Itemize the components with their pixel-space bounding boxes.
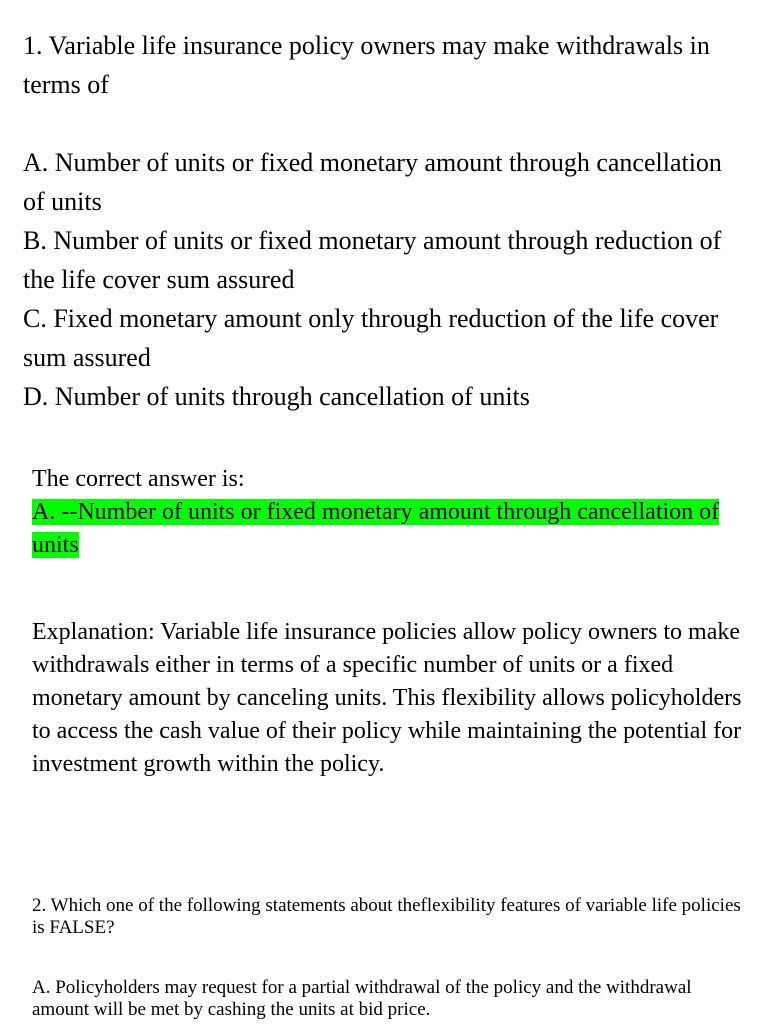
explanation: Explanation: Variable life insurance policies allow policy owners to make withdrawals either in terms of a specific number of units or a fixed monetary amount by canceling units. This flexibility allows policyholders to access the cash value of their policy while maintaining the potential for investment growth within the policy. (32, 619, 742, 777)
question-2-text: 2. Which one of the following statements about theflexibility features of variable life policies is FALSE? (32, 895, 741, 938)
question-2-option-a: A. Policyholders may request for a partial withdrawal of the policy and the withdrawal amount will be met by cashing the units at bid price. (32, 977, 692, 1020)
question-1 (23, 26, 723, 416)
answer-block (32, 463, 732, 562)
question-1-option-a: A. Number of units or fixed monetary amount through cancellation of units (23, 148, 722, 216)
question-1-text: 1. Variable life insurance policy owners may make withdrawals in terms of (23, 31, 710, 99)
correct-answer (32, 496, 732, 562)
spacer (23, 104, 723, 143)
spacer (32, 939, 744, 977)
question-1-option-c: C. Fixed monetary amount only through reduction of the life cover sum assured (23, 304, 719, 372)
answer-label: The correct answer is: (32, 466, 245, 492)
question-2 (32, 895, 744, 1021)
correct-answer-highlight: A. --Number of units or fixed monetary amount through cancellation of units (32, 499, 720, 558)
question-1-option-b: B. Number of units or fixed monetary amount through reduction of the life cover sum assured (23, 226, 722, 294)
question-1-option-d: D. Number of units through cancellation of units (23, 382, 530, 411)
